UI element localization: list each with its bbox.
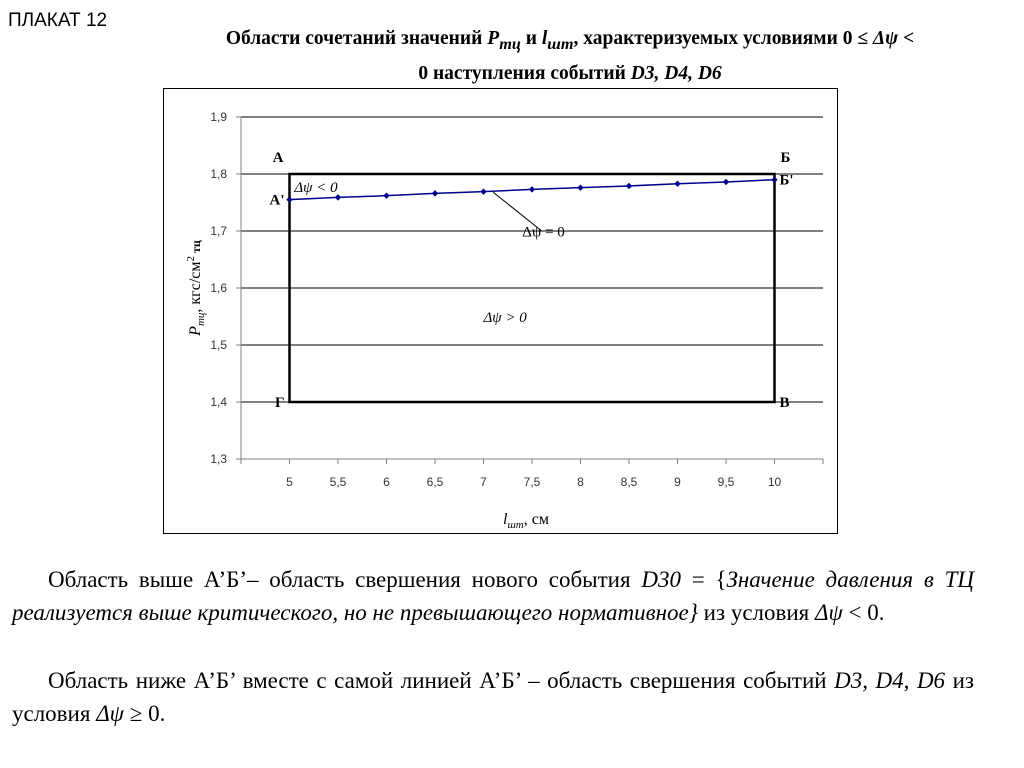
title-text: 0 наступления событий bbox=[418, 62, 631, 84]
x-tick-label: 5 bbox=[286, 475, 293, 489]
corner-label: Б bbox=[780, 150, 791, 166]
x-tick-label: 9 bbox=[674, 475, 681, 489]
x-tick-label: 10 bbox=[767, 475, 782, 489]
event-names: D3, D4, D6 bbox=[834, 668, 946, 693]
x-tick-label: 6,5 bbox=[426, 475, 444, 489]
data-point bbox=[674, 180, 680, 186]
corner-label: А bbox=[272, 150, 284, 166]
x-tick-label: 7 bbox=[480, 475, 487, 489]
title-l-sub: шт bbox=[547, 34, 574, 53]
data-point bbox=[626, 183, 632, 189]
corner-label: Б' bbox=[779, 172, 794, 189]
event-name: D30 bbox=[641, 567, 681, 592]
data-point bbox=[577, 184, 583, 190]
condition-var: Δψ bbox=[815, 600, 843, 625]
title-text: < bbox=[898, 28, 915, 49]
annotation-positive: Δψ > 0 bbox=[483, 310, 527, 327]
y-tick-label: 1,9 bbox=[210, 110, 227, 124]
paragraph-text: = { bbox=[680, 567, 727, 592]
paragraph-2 bbox=[12, 664, 974, 730]
corner-label: А' bbox=[269, 192, 285, 209]
annotation-zero: Δψ = 0 bbox=[522, 224, 565, 241]
x-tick-label: 8,5 bbox=[620, 475, 638, 489]
data-point bbox=[480, 188, 486, 194]
title-l-var: l bbox=[541, 28, 548, 49]
y-tick-label: 1,3 bbox=[210, 452, 227, 466]
x-tick-label: 6 bbox=[383, 475, 390, 489]
title-p-sub: тц bbox=[499, 34, 521, 53]
data-point bbox=[723, 179, 729, 185]
data-point bbox=[771, 177, 777, 183]
y-tick-label: 1,7 bbox=[210, 224, 227, 238]
title-text: , характеризуемых условиями 0 ≤ bbox=[573, 28, 873, 49]
x-tick-label: 5,5 bbox=[329, 475, 347, 489]
y-tick-label: 1,8 bbox=[210, 167, 227, 181]
paragraph-text: из условия bbox=[12, 668, 974, 726]
title-events: D3, D4, D6 bbox=[630, 62, 722, 84]
paragraph-1 bbox=[12, 563, 974, 629]
data-point bbox=[432, 190, 438, 196]
corner-label: Г bbox=[274, 395, 285, 411]
paragraph-text: ≥ 0. bbox=[123, 701, 166, 726]
data-point bbox=[529, 186, 535, 192]
data-point bbox=[286, 196, 292, 202]
chart bbox=[163, 88, 838, 534]
title-cond-var: Δψ bbox=[872, 28, 899, 49]
page-title bbox=[140, 24, 1000, 88]
y-tick-label: 1,6 bbox=[210, 281, 227, 295]
x-axis-label: $l_{шт}$, см bbox=[503, 511, 549, 531]
title-text: Области сочетаний значений bbox=[225, 28, 488, 49]
annotation-negative: Δψ < 0 bbox=[294, 180, 338, 197]
paragraph-italic: Значение давления в ТЦ реализуется выше критического, но не превышающего нормативное} bbox=[12, 567, 974, 625]
poster-label: ПЛАКАТ 12 bbox=[8, 10, 108, 31]
corner-label: В bbox=[779, 395, 790, 411]
condition-var: Δψ bbox=[96, 701, 124, 726]
x-tick-label: 9,5 bbox=[717, 475, 735, 489]
y-tick-label: 1,4 bbox=[210, 395, 227, 409]
paragraph-text: Область ниже А’Б’ вместе с самой линией А’Б’ – область свершения событий bbox=[48, 668, 835, 693]
paragraph-text: из условия bbox=[697, 600, 815, 625]
title-p-var: P bbox=[487, 28, 500, 49]
y-tick-label: 1,5 bbox=[210, 338, 227, 352]
title-text: и bbox=[520, 28, 542, 49]
paragraph-text: < 0. bbox=[842, 600, 885, 625]
x-tick-label: 7,5 bbox=[523, 475, 541, 489]
x-tick-label: 8 bbox=[577, 475, 584, 489]
y-axis-label: $P_{тц}$, кгс/$см^2$ $_{тц}$ bbox=[185, 240, 207, 336]
annotation-leader bbox=[493, 192, 542, 231]
data-point bbox=[383, 192, 389, 198]
paragraph-text: Область выше А’Б’– область свершения нового события bbox=[48, 567, 642, 592]
